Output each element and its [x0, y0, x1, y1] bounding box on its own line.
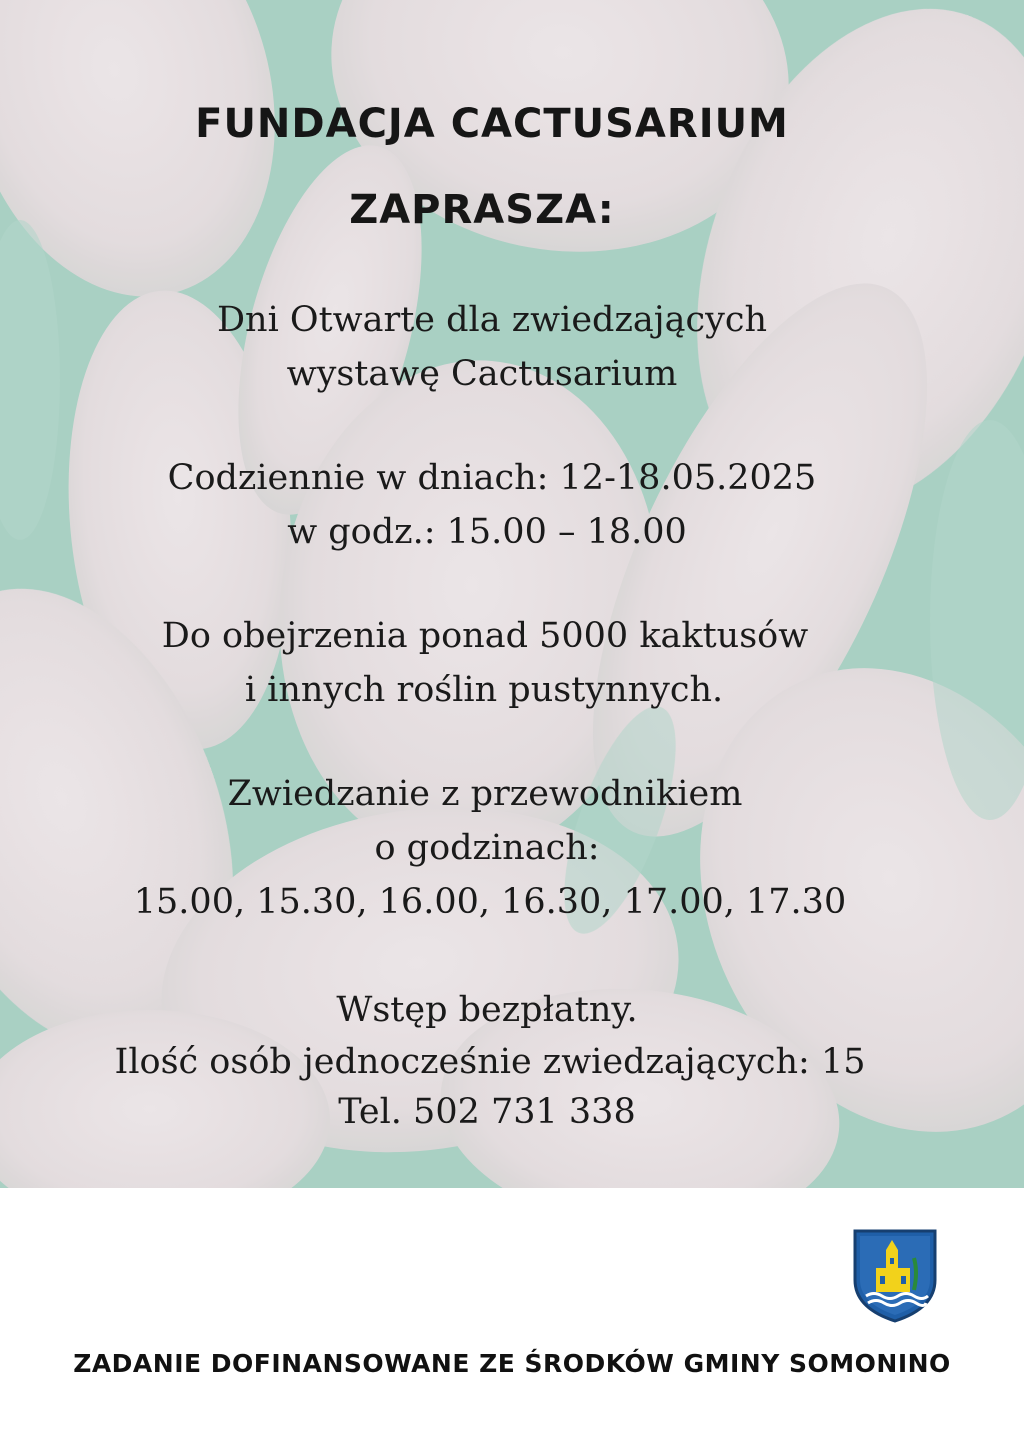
tours-line-1: Zwiedzanie z przewodnikiem [227, 774, 743, 814]
phone-line: Tel. 502 731 338 [338, 1092, 636, 1132]
funding-notice: ZADANIE DOFINANSOWANE ZE ŚRODKÓW GMINY SOMONINO [73, 1349, 951, 1378]
dates-line: Codziennie w dniach: 12-18.05.2025 [167, 458, 817, 498]
intro-line-1: Dni Otwarte dla zwiedzających [217, 300, 767, 340]
poster-title-line2: ZAPRASZA: [349, 187, 615, 233]
visitor-limit-line: Ilość osób jednocześnie zwiedzających: 15 [114, 1042, 866, 1082]
tour-times-line: 15.00, 15.30, 16.00, 16.30, 17.00, 17.30 [133, 882, 847, 922]
hours-line: w godz.: 15.00 – 18.00 [287, 512, 687, 552]
plants-line-2: i innych roślin pustynnych. [244, 670, 724, 710]
plants-line-1: Do obejrzenia ponad 5000 kaktusów [161, 616, 809, 656]
gmina-somonino-crest-icon [852, 1228, 938, 1324]
tours-line-2: o godzinach: [374, 828, 600, 868]
intro-line-2: wystawę Cactusarium [286, 354, 678, 394]
free-entry-line: Wstęp bezpłatny. [336, 990, 638, 1030]
poster-title-line1: FUNDACJA CACTUSARIUM [195, 101, 789, 147]
